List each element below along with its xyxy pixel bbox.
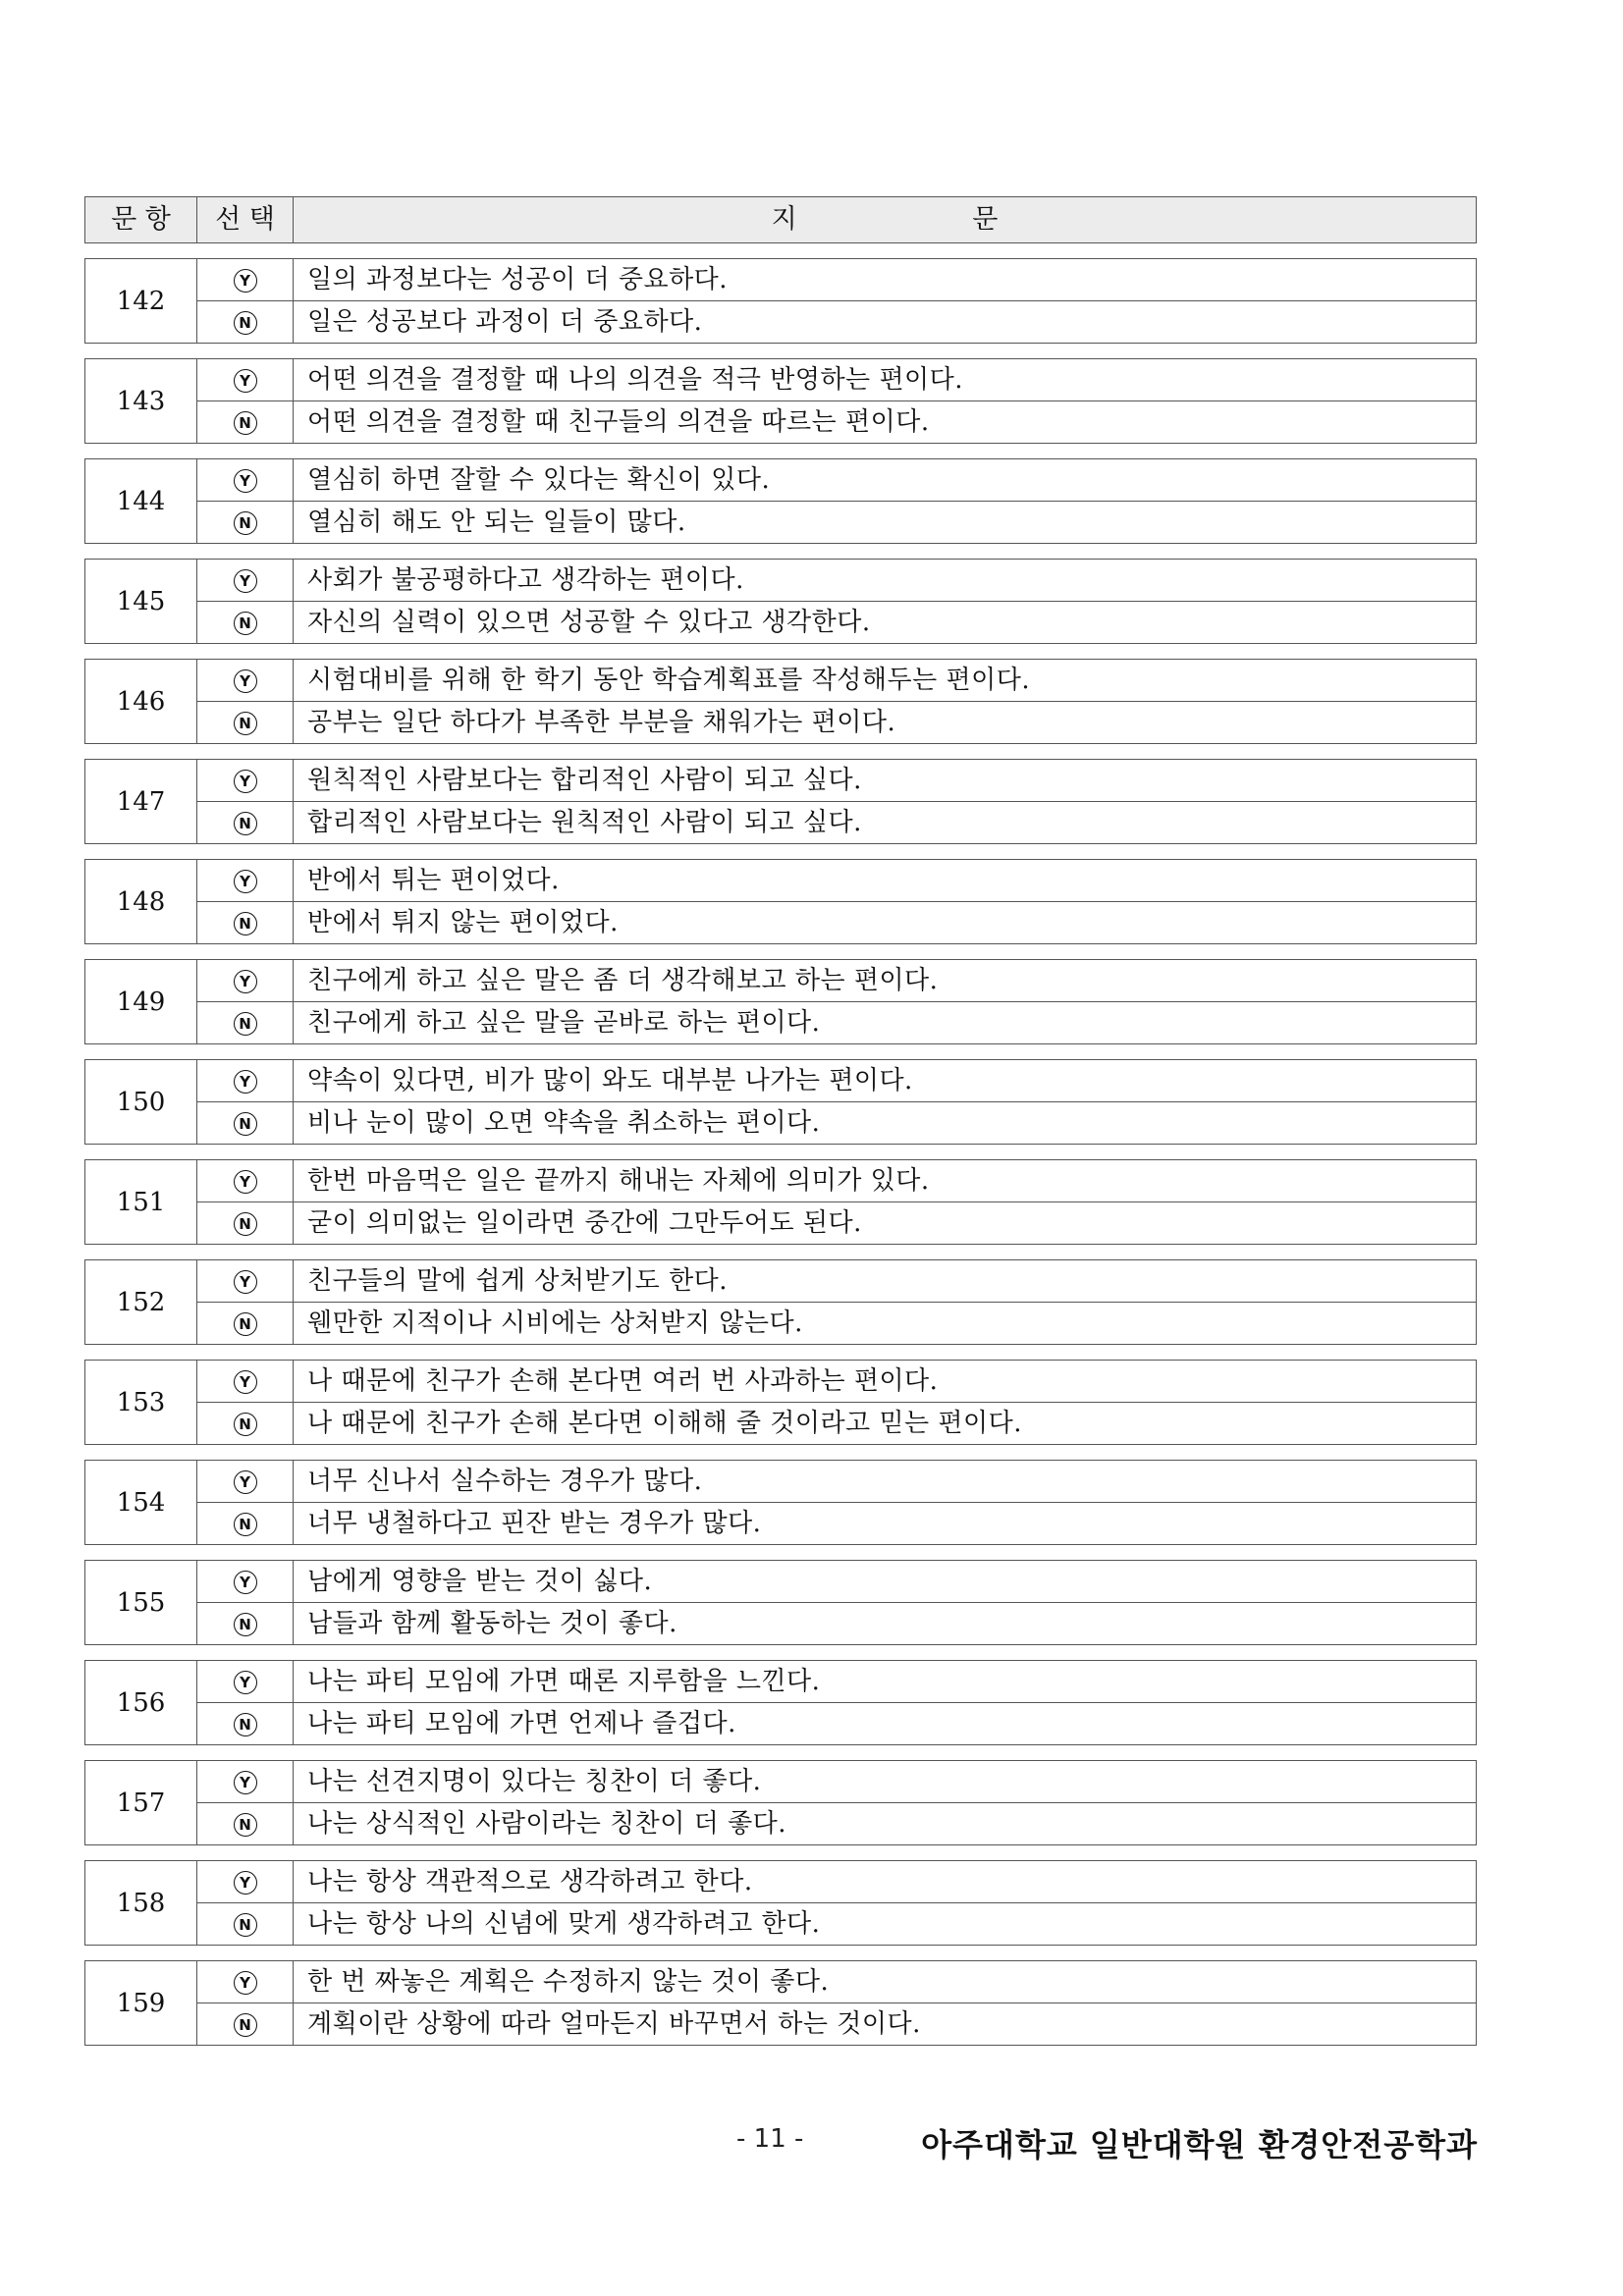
- yes-option[interactable]: [197, 1461, 294, 1503]
- question-row-no: [85, 301, 1477, 344]
- no-statement: 반에서 튀지 않는 편이었다.: [294, 902, 1477, 944]
- question-number: 153: [85, 1361, 197, 1445]
- no-option[interactable]: [197, 401, 294, 444]
- no-statement: 계획이란 상황에 따라 얼마든지 바꾸면서 하는 것이다.: [294, 2003, 1477, 2046]
- no-option[interactable]: [197, 1403, 294, 1445]
- circled-n-icon[interactable]: N: [234, 1813, 257, 1837]
- question-number: 150: [85, 1060, 197, 1145]
- row-spacer: [85, 344, 1477, 359]
- question-number: 144: [85, 459, 197, 544]
- yes-statement: 어떤 의견을 결정할 때 나의 의견을 적극 반영하는 편이다.: [294, 359, 1477, 401]
- yes-option[interactable]: [197, 259, 294, 301]
- page-number: - 11 -: [736, 2124, 804, 2154]
- row-spacer: [85, 644, 1477, 660]
- no-option[interactable]: [197, 301, 294, 344]
- circled-n-icon[interactable]: N: [234, 1913, 257, 1937]
- no-statement: 열심히 해도 안 되는 일들이 많다.: [294, 502, 1477, 544]
- yes-option[interactable]: [197, 1861, 294, 1903]
- no-statement: 나는 항상 나의 신념에 맞게 생각하려고 한다.: [294, 1903, 1477, 1946]
- row-spacer: [85, 1745, 1477, 1761]
- question-row-yes: [85, 760, 1477, 802]
- circled-n-icon[interactable]: N: [234, 612, 257, 635]
- question-row-no: [85, 902, 1477, 944]
- yes-option[interactable]: [197, 1160, 294, 1202]
- yes-option[interactable]: [197, 1060, 294, 1102]
- yes-statement: 일의 과정보다는 성공이 더 중요하다.: [294, 259, 1477, 301]
- yes-statement: 열심히 하면 잘할 수 있다는 확신이 있다.: [294, 459, 1477, 502]
- question-number: 154: [85, 1461, 197, 1545]
- questionnaire-sheet: [84, 196, 1477, 2046]
- no-statement: 웬만한 지적이나 시비에는 상처받지 않는다.: [294, 1303, 1477, 1345]
- circled-y-icon[interactable]: Y: [234, 970, 257, 993]
- circled-y-icon[interactable]: Y: [234, 369, 257, 393]
- question-row-yes: [85, 1561, 1477, 1603]
- no-statement: 남들과 함께 활동하는 것이 좋다.: [294, 1603, 1477, 1645]
- question-row-no: [85, 1903, 1477, 1946]
- circled-n-icon[interactable]: N: [234, 1012, 257, 1036]
- question-number: 145: [85, 560, 197, 644]
- yes-option[interactable]: [197, 1761, 294, 1803]
- row-spacer: [85, 1044, 1477, 1060]
- no-statement: 자신의 실력이 있으면 성공할 수 있다고 생각한다.: [294, 602, 1477, 644]
- circled-n-icon[interactable]: N: [234, 1613, 257, 1636]
- circled-y-icon[interactable]: Y: [234, 1871, 257, 1895]
- row-spacer: [85, 1845, 1477, 1861]
- page-footer: [0, 2120, 1623, 2169]
- circled-n-icon[interactable]: N: [234, 1413, 257, 1436]
- yes-statement: 나는 항상 객관적으로 생각하려고 한다.: [294, 1861, 1477, 1903]
- row-spacer: [85, 1445, 1477, 1461]
- no-statement: 합리적인 사람보다는 원칙적인 사람이 되고 싶다.: [294, 802, 1477, 844]
- questionnaire-table: [84, 196, 1477, 2046]
- row-spacer: [85, 444, 1477, 459]
- question-number: 147: [85, 760, 197, 844]
- no-option[interactable]: [197, 1002, 294, 1044]
- question-row-no: [85, 1703, 1477, 1745]
- yes-statement: 사회가 불공평하다고 생각하는 편이다.: [294, 560, 1477, 602]
- circled-n-icon[interactable]: N: [234, 511, 257, 535]
- circled-y-icon[interactable]: Y: [234, 870, 257, 893]
- no-statement: 너무 냉철하다고 핀잔 받는 경우가 많다.: [294, 1503, 1477, 1545]
- no-option[interactable]: [197, 1303, 294, 1345]
- yes-statement: 친구에게 하고 싶은 말은 좀 더 생각해보고 하는 편이다.: [294, 960, 1477, 1002]
- question-row-no: [85, 1803, 1477, 1845]
- yes-statement: 나는 선견지명이 있다는 칭찬이 더 좋다.: [294, 1761, 1477, 1803]
- no-option[interactable]: [197, 802, 294, 844]
- question-row-yes: [85, 259, 1477, 301]
- question-number: 143: [85, 359, 197, 444]
- question-row-yes: [85, 459, 1477, 502]
- no-option[interactable]: [197, 2003, 294, 2046]
- question-number: 142: [85, 259, 197, 344]
- circled-y-icon[interactable]: Y: [234, 269, 257, 293]
- question-number: 148: [85, 860, 197, 944]
- yes-statement: 나는 파티 모임에 가면 때론 지루함을 느낀다.: [294, 1661, 1477, 1703]
- no-statement: 나는 파티 모임에 가면 언제나 즐겁다.: [294, 1703, 1477, 1745]
- circled-y-icon[interactable]: Y: [234, 1971, 257, 1995]
- no-statement: 어떤 의견을 결정할 때 친구들의 의견을 따르는 편이다.: [294, 401, 1477, 444]
- circled-y-icon[interactable]: Y: [234, 1170, 257, 1194]
- question-row-yes: [85, 960, 1477, 1002]
- row-spacer: [85, 844, 1477, 860]
- question-row-no: [85, 1303, 1477, 1345]
- question-row-no: [85, 1102, 1477, 1145]
- circled-y-icon[interactable]: Y: [234, 1771, 257, 1794]
- question-row-no: [85, 401, 1477, 444]
- circled-y-icon[interactable]: Y: [234, 1270, 257, 1294]
- question-row-yes: [85, 1260, 1477, 1303]
- yes-statement: 친구들의 말에 쉽게 상처받기도 한다.: [294, 1260, 1477, 1303]
- header-select: 선 택: [197, 197, 294, 243]
- row-spacer: [85, 1645, 1477, 1661]
- circled-y-icon[interactable]: Y: [234, 669, 257, 693]
- yes-statement: 반에서 튀는 편이었다.: [294, 860, 1477, 902]
- question-row-yes: [85, 1361, 1477, 1403]
- question-row-no: [85, 1202, 1477, 1245]
- no-option[interactable]: [197, 602, 294, 644]
- no-statement: 비나 눈이 많이 오면 약속을 취소하는 편이다.: [294, 1102, 1477, 1145]
- yes-statement: 시험대비를 위해 한 학기 동안 학습계획표를 작성해두는 편이다.: [294, 660, 1477, 702]
- question-row-yes: [85, 1160, 1477, 1202]
- yes-option[interactable]: [197, 1361, 294, 1403]
- question-row-yes: [85, 359, 1477, 401]
- question-row-yes: [85, 1060, 1477, 1102]
- yes-option[interactable]: [197, 1561, 294, 1603]
- row-spacer: [85, 744, 1477, 760]
- no-option[interactable]: [197, 1703, 294, 1745]
- circled-y-icon[interactable]: Y: [234, 1070, 257, 1094]
- circled-n-icon[interactable]: N: [234, 411, 257, 435]
- yes-statement: 너무 신나서 실수하는 경우가 많다.: [294, 1461, 1477, 1503]
- yes-statement: 한번 마음먹은 일은 끝까지 해내는 자체에 의미가 있다.: [294, 1160, 1477, 1202]
- question-row-yes: [85, 1861, 1477, 1903]
- circled-n-icon[interactable]: N: [234, 1713, 257, 1736]
- yes-option[interactable]: [197, 960, 294, 1002]
- row-spacer: [85, 243, 1477, 259]
- question-number: 146: [85, 660, 197, 744]
- row-spacer: [85, 1946, 1477, 1961]
- circled-n-icon[interactable]: N: [234, 1212, 257, 1236]
- question-row-yes: [85, 1961, 1477, 2003]
- question-number: 149: [85, 960, 197, 1044]
- row-spacer: [85, 944, 1477, 960]
- question-row-no: [85, 1603, 1477, 1645]
- no-option[interactable]: [197, 1102, 294, 1145]
- circled-y-icon[interactable]: Y: [234, 469, 257, 493]
- no-option[interactable]: [197, 1603, 294, 1645]
- row-spacer: [85, 1245, 1477, 1260]
- question-row-yes: [85, 660, 1477, 702]
- question-number: 158: [85, 1861, 197, 1946]
- no-statement: 공부는 일단 하다가 부족한 부분을 채워가는 편이다.: [294, 702, 1477, 744]
- circled-y-icon[interactable]: Y: [234, 1470, 257, 1494]
- yes-option[interactable]: [197, 760, 294, 802]
- question-row-no: [85, 1403, 1477, 1445]
- question-number: 155: [85, 1561, 197, 1645]
- question-number: 157: [85, 1761, 197, 1845]
- yes-statement: 남에게 영향을 받는 것이 싫다.: [294, 1561, 1477, 1603]
- yes-statement: 나 때문에 친구가 손해 본다면 여러 번 사과하는 편이다.: [294, 1361, 1477, 1403]
- row-spacer: [85, 1145, 1477, 1160]
- no-statement: 나 때문에 친구가 손해 본다면 이해해 줄 것이라고 믿는 편이다.: [294, 1403, 1477, 1445]
- question-row-yes: [85, 560, 1477, 602]
- circled-y-icon[interactable]: Y: [234, 1370, 257, 1394]
- question-row-no: [85, 802, 1477, 844]
- question-number: 151: [85, 1160, 197, 1245]
- no-option[interactable]: [197, 1503, 294, 1545]
- circled-n-icon[interactable]: N: [234, 1312, 257, 1336]
- circled-y-icon[interactable]: Y: [234, 1571, 257, 1594]
- circled-n-icon[interactable]: N: [234, 712, 257, 735]
- no-statement: 일은 성공보다 과정이 더 중요하다.: [294, 301, 1477, 344]
- yes-option[interactable]: [197, 560, 294, 602]
- circled-y-icon[interactable]: Y: [234, 1671, 257, 1694]
- question-row-no: [85, 1503, 1477, 1545]
- yes-statement: 약속이 있다면, 비가 많이 와도 대부분 나가는 편이다.: [294, 1060, 1477, 1102]
- circled-n-icon[interactable]: N: [234, 1513, 257, 1536]
- question-row-no: [85, 602, 1477, 644]
- question-row-no: [85, 2003, 1477, 2046]
- question-number: 159: [85, 1961, 197, 2046]
- row-spacer: [85, 1545, 1477, 1561]
- no-option[interactable]: [197, 502, 294, 544]
- no-option[interactable]: [197, 702, 294, 744]
- organization-name: 아주대학교 일반대학원 환경안전공학과: [921, 2126, 1478, 2163]
- row-spacer: [85, 1345, 1477, 1361]
- question-number: 156: [85, 1661, 197, 1745]
- table-header-row: [85, 197, 1477, 243]
- circled-y-icon[interactable]: Y: [234, 770, 257, 793]
- yes-option[interactable]: [197, 459, 294, 502]
- header-statement: 지 문: [294, 197, 1477, 243]
- question-row-yes: [85, 1761, 1477, 1803]
- question-row-yes: [85, 1461, 1477, 1503]
- question-row-no: [85, 1002, 1477, 1044]
- yes-statement: 원칙적인 사람보다는 합리적인 사람이 되고 싶다.: [294, 760, 1477, 802]
- no-statement: 친구에게 하고 싶은 말을 곧바로 하는 편이다.: [294, 1002, 1477, 1044]
- question-row-no: [85, 502, 1477, 544]
- yes-option[interactable]: [197, 1661, 294, 1703]
- circled-n-icon[interactable]: N: [234, 1112, 257, 1136]
- circled-n-icon[interactable]: N: [234, 912, 257, 935]
- yes-option[interactable]: [197, 1260, 294, 1303]
- no-option[interactable]: [197, 1202, 294, 1245]
- yes-option[interactable]: [197, 660, 294, 702]
- question-row-yes: [85, 1661, 1477, 1703]
- yes-option[interactable]: [197, 359, 294, 401]
- question-row-yes: [85, 860, 1477, 902]
- header-number: 문 항: [85, 197, 197, 243]
- circled-n-icon[interactable]: N: [234, 311, 257, 335]
- yes-statement: 한 번 짜놓은 계획은 수정하지 않는 것이 좋다.: [294, 1961, 1477, 2003]
- no-statement: 나는 상식적인 사람이라는 칭찬이 더 좋다.: [294, 1803, 1477, 1845]
- no-statement: 굳이 의미없는 일이라면 중간에 그만두어도 된다.: [294, 1202, 1477, 1245]
- yes-option[interactable]: [197, 860, 294, 902]
- no-option[interactable]: [197, 1803, 294, 1845]
- yes-option[interactable]: [197, 1961, 294, 2003]
- row-spacer: [85, 544, 1477, 560]
- circled-y-icon[interactable]: Y: [234, 569, 257, 593]
- no-option[interactable]: [197, 902, 294, 944]
- circled-n-icon[interactable]: N: [234, 812, 257, 835]
- no-option[interactable]: [197, 1903, 294, 1946]
- question-number: 152: [85, 1260, 197, 1345]
- circled-n-icon[interactable]: N: [234, 2013, 257, 2037]
- question-row-no: [85, 702, 1477, 744]
